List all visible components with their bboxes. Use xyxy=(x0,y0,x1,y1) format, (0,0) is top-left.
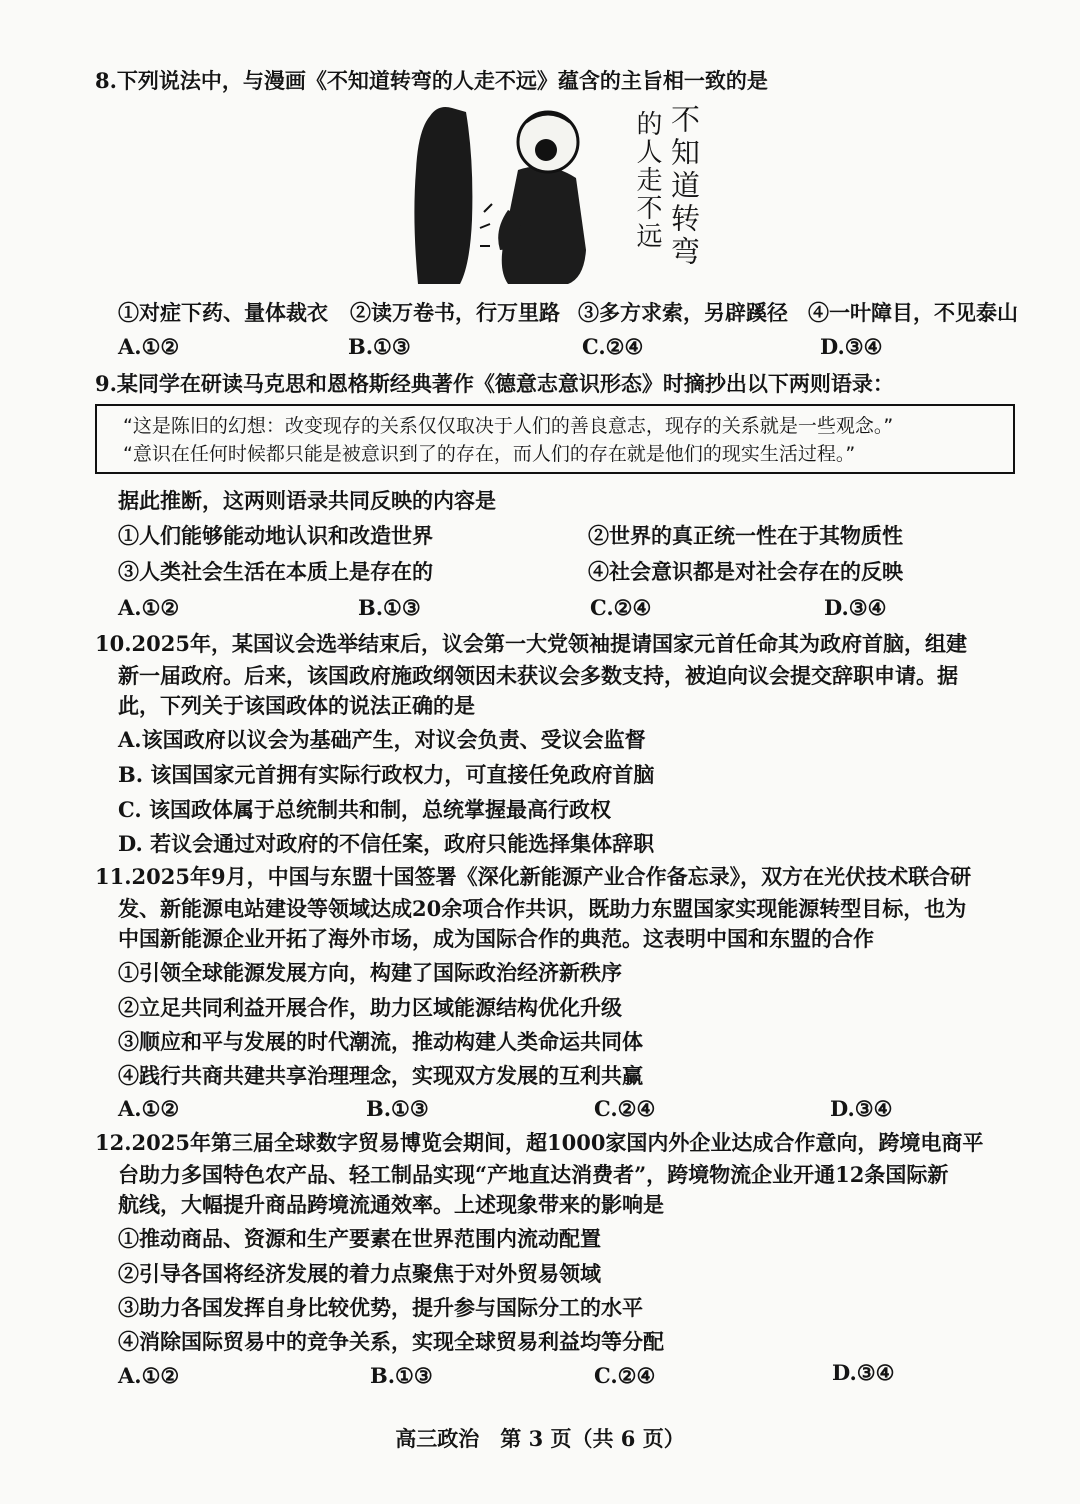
q12-choice-c: C.②④ xyxy=(594,1363,656,1388)
q9-stem: 9.某同学在研读马克思和恩格斯经典著作《德意志意识形态》时摘抄出以下两则语录： xyxy=(95,371,894,396)
q9-option-3: ③人类社会生活在本质上是存在的 xyxy=(118,559,433,584)
q10-stem-line-3: 此，下列关于该国政体的说法正确的是 xyxy=(118,693,475,718)
q9-option-4: ④社会意识都是对社会存在的反映 xyxy=(588,559,903,584)
q8-choice-d: D.③④ xyxy=(820,334,883,359)
cartoon-caption xyxy=(622,104,704,284)
q12-stem-line-2: 台助力多国特色农产品、轻工制品实现“产地直达消费者”，跨境物流企业开通12条国际新 xyxy=(118,1162,949,1187)
cartoon-caption-col2: 的人走不远 xyxy=(632,110,662,250)
q10-stem-line-2: 新一届政府。后来，该国政府施政纲领因未获议会多数支持，被迫向议会提交辞职申请。据 xyxy=(118,663,958,688)
q8-choice-b: B.①③ xyxy=(348,334,411,359)
q11-option-1: ①引领全球能源发展方向，构建了国际政治经济新秩序 xyxy=(118,960,622,985)
q12-option-4: ④消除国际贸易中的竞争关系，实现全球贸易利益均等分配 xyxy=(118,1329,664,1354)
q11-option-3: ③顺应和平与发展的时代潮流，推动构建人类命运共同体 xyxy=(118,1029,643,1054)
q11-stem-line-3: 中国新能源企业开拓了海外市场，成为国际合作的典范。这表明中国和东盟的合作 xyxy=(118,926,874,951)
page-footer: 高三政治 第 3 页（共 6 页） xyxy=(395,1426,685,1451)
q12-option-1: ①推动商品、资源和生产要素在世界范围内流动配置 xyxy=(118,1226,601,1251)
cartoon-caption-col1: 不知道转弯 xyxy=(667,104,701,269)
q9-lead: 据此推断，这两则语录共同反映的内容是 xyxy=(118,488,496,513)
q10-option-c: C. 该国政体属于总统制共和制，总统掌握最高行政权 xyxy=(118,797,611,822)
q8-option-1: ①对症下药、量体裁衣 xyxy=(118,300,328,325)
q11-choice-a: A.①② xyxy=(118,1096,180,1121)
q10-stem-line-1: 10.2025年，某国议会选举结束后，议会第一大党领袖提请国家元首任命其为政府首脑，组建 xyxy=(95,631,967,656)
q10-option-a: A.该国政府以议会为基础产生，对议会负责、受议会监督 xyxy=(118,727,646,752)
q8-stem: 8.下列说法中，与漫画《不知道转弯的人走不远》蕴含的主旨相一致的是 xyxy=(95,68,768,93)
q9-option-1: ①人们能够能动地认识和改造世界 xyxy=(118,523,433,548)
q8-option-2: ②读万卷书，行万里路 xyxy=(350,300,560,325)
q8-choice-a: A.①② xyxy=(118,334,180,359)
q12-option-2: ②引导各国将经济发展的着力点聚焦于对外贸易领域 xyxy=(118,1261,601,1286)
q8-option-4: ④一叶障目，不见泰山 xyxy=(808,300,1018,325)
q9-choice-b: B.①③ xyxy=(358,595,421,620)
q9-choice-a: A.①② xyxy=(118,595,180,620)
q9-quote-box xyxy=(95,404,1015,474)
q11-stem-line-2: 发、新能源电站建设等领域达成20余项合作共识，既助力东盟国家实现能源转型目标，也为 xyxy=(118,896,967,921)
q11-choice-b: B.①③ xyxy=(366,1096,429,1121)
q11-choice-c: C.②④ xyxy=(594,1096,656,1121)
q9-quote-2: “意识在任何时候都只能是被意识到了的存在，而人们的存在就是他们的现实生活过程。” xyxy=(123,443,856,465)
q8-cartoon xyxy=(408,100,708,288)
q9-quote-1: “这是陈旧的幻想：改变现存的关系仅仅取决于人们的善良意志，现存的关系就是一些观念。” xyxy=(123,415,894,437)
q8-choice-c: C.②④ xyxy=(582,334,644,359)
q11-stem-line-1: 11.2025年9月，中国与东盟十国签署《深化新能源产业合作备忘录》，双方在光伏技术联合研 xyxy=(95,864,972,889)
q11-option-4: ④践行共商共建共享治理理念，实现双方发展的互利共赢 xyxy=(118,1063,643,1088)
q10-option-d: D. 若议会通过对政府的不信任案，政府只能选择集体辞职 xyxy=(118,831,655,856)
q9-choice-c: C.②④ xyxy=(590,595,652,620)
q12-stem-line-3: 航线，大幅提升商品跨境流通效率。上述现象带来的影响是 xyxy=(118,1192,664,1217)
q12-choice-a: A.①② xyxy=(118,1363,180,1388)
q12-option-3: ③助力各国发挥自身比较优势，提升参与国际分工的水平 xyxy=(118,1295,643,1320)
q10-option-b: B. 该国国家元首拥有实际行政权力，可直接任免政府首脑 xyxy=(118,762,655,787)
q11-choice-d: D.③④ xyxy=(830,1096,893,1121)
q9-choice-d: D.③④ xyxy=(824,595,887,620)
q11-option-2: ②立足共同利益开展合作，助力区域能源结构优化升级 xyxy=(118,995,622,1020)
q12-choice-b: B.①③ xyxy=(370,1363,433,1388)
q9-option-2: ②世界的真正统一性在于其物质性 xyxy=(588,523,903,548)
q8-option-3: ③多方求索，另辟蹊径 xyxy=(578,300,788,325)
q12-choice-d: D.③④ xyxy=(832,1360,895,1385)
q12-stem-line-1: 12.2025年第三届全球数字贸易博览会期间，超1000家国内外企业达成合作意向，跨境电商平 xyxy=(95,1130,984,1155)
